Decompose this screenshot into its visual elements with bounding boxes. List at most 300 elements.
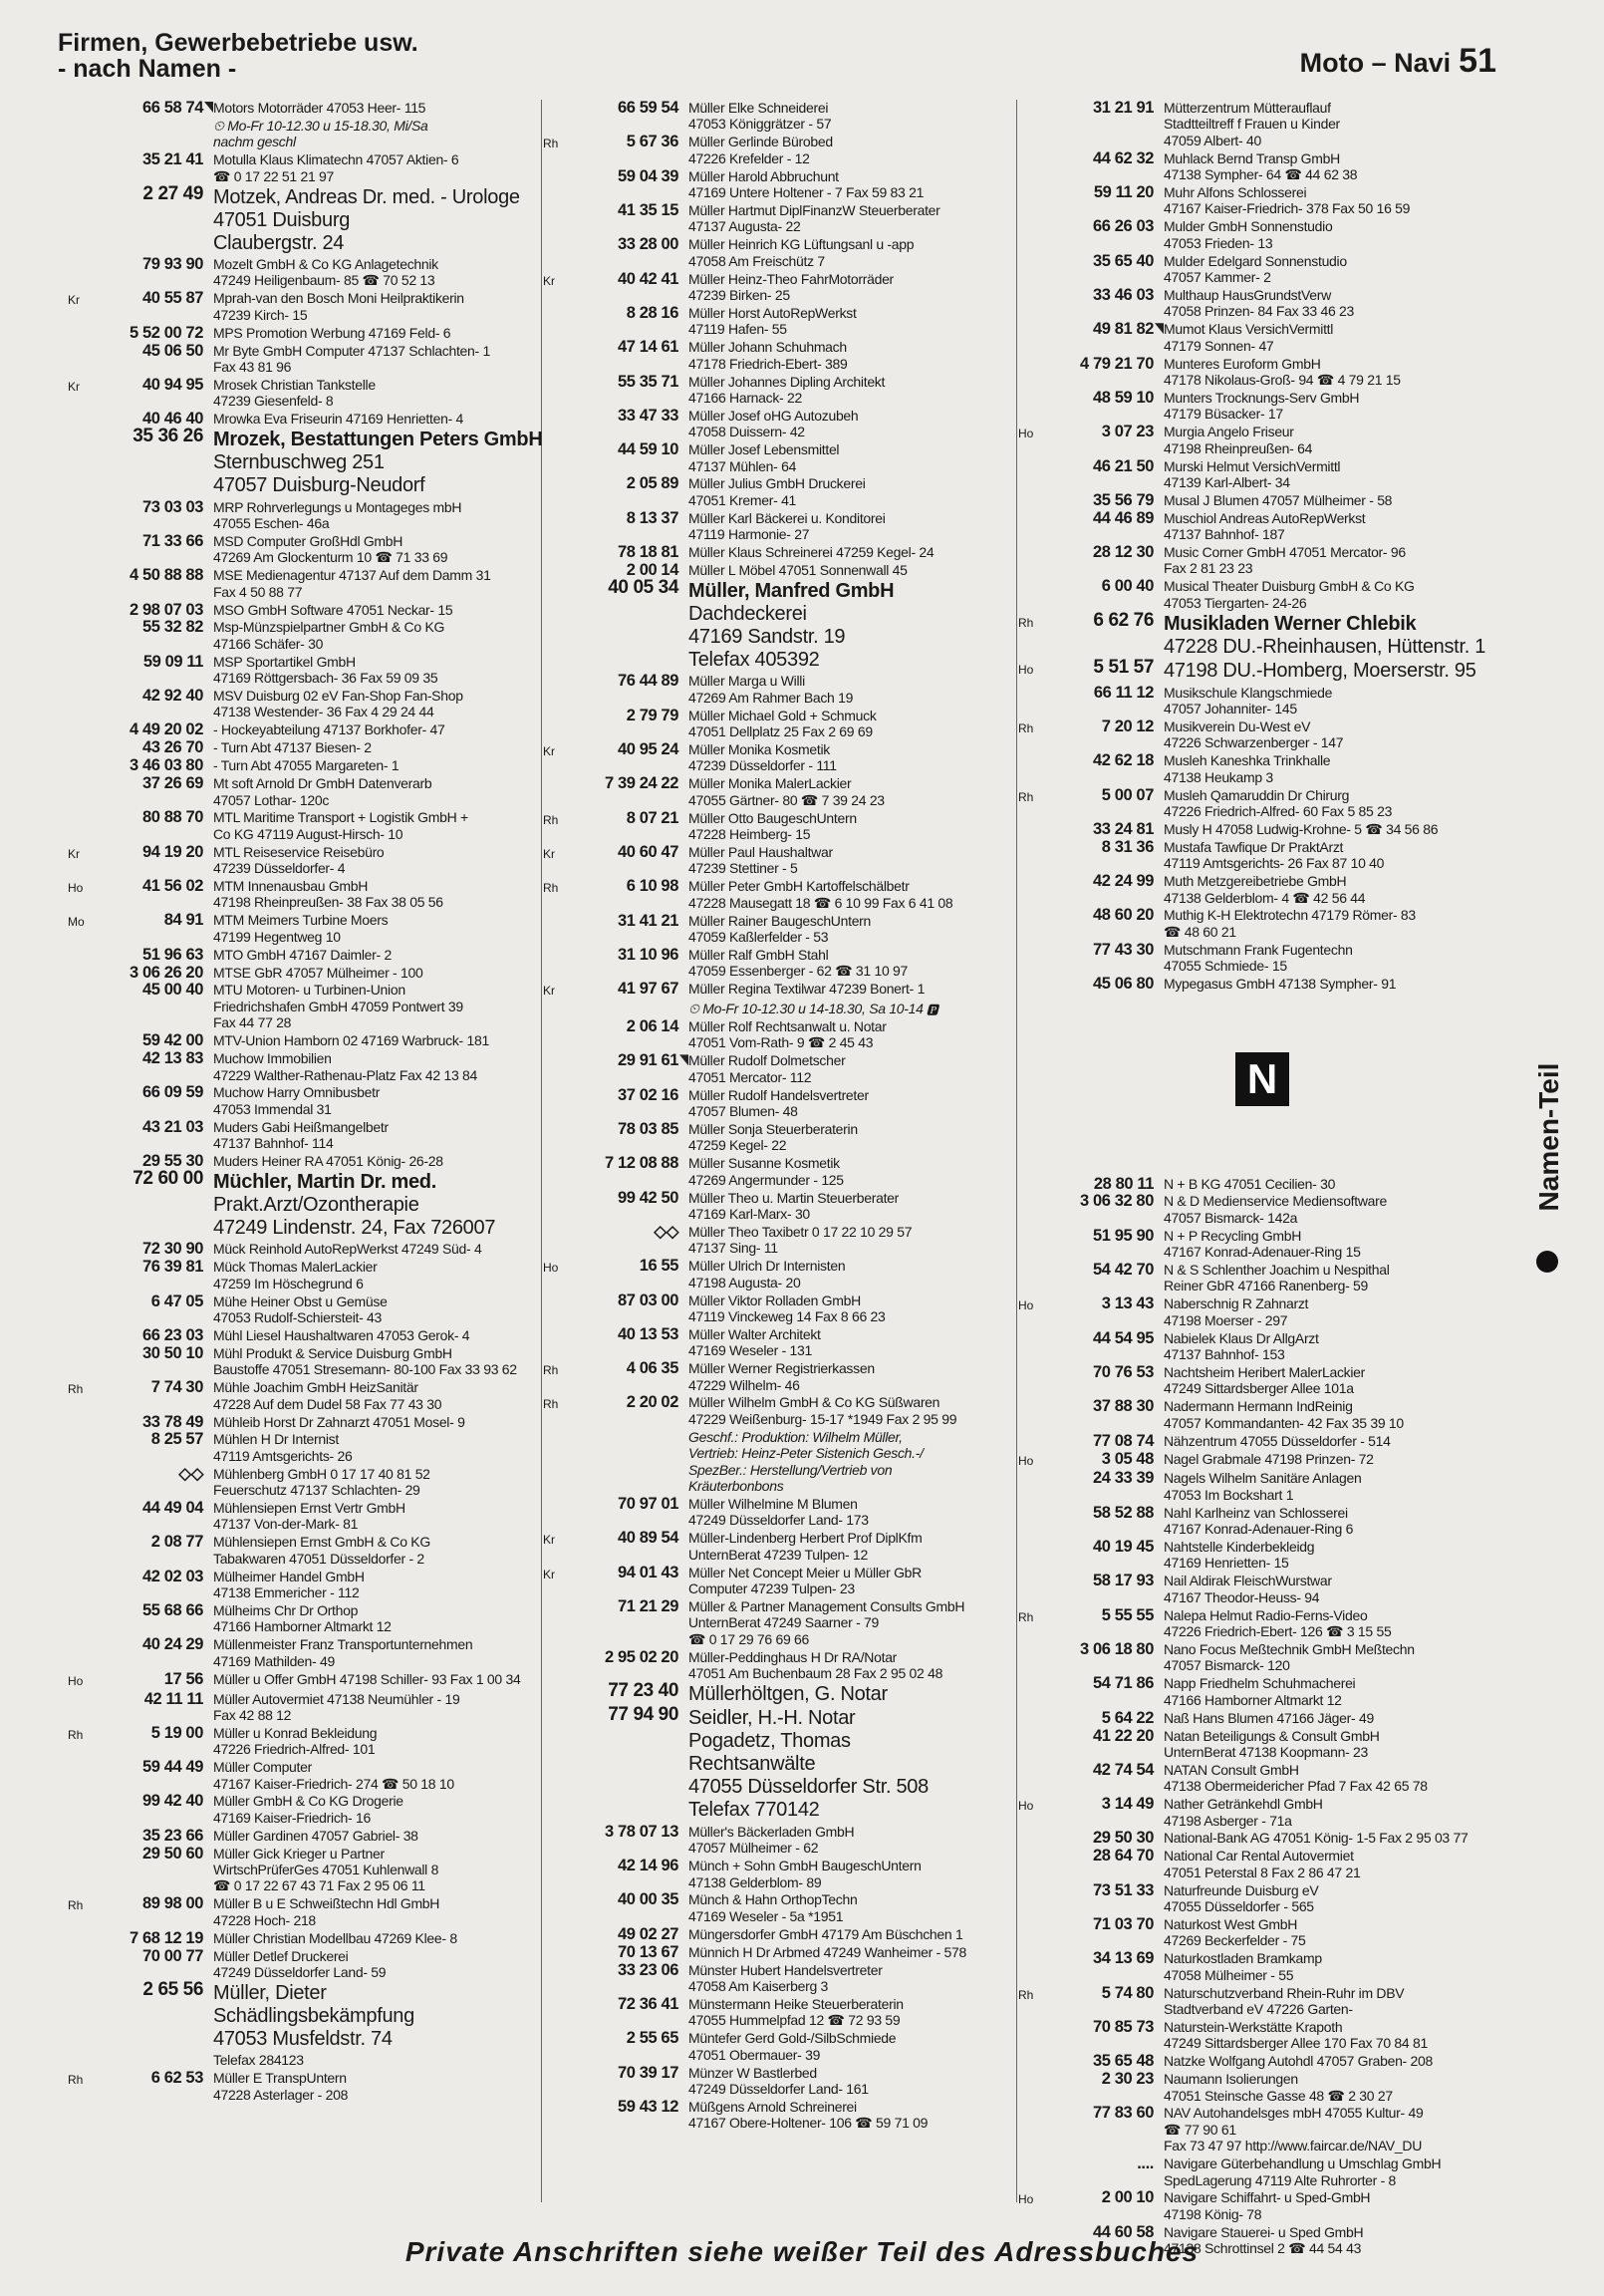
listing-entry [68, 1500, 556, 1533]
phone-number: 70 00 77 [141, 1946, 203, 1965]
phone-number: 78 18 81 [617, 543, 678, 562]
listing-text [688, 1018, 1031, 1051]
district-prefix [543, 1649, 571, 1651]
listing-line: Müller Josef oHG Autozubeh [688, 407, 859, 424]
phone-number: 4 49 20 02 [130, 720, 203, 739]
listing-line: Müller Monika MalerLackier [688, 775, 852, 792]
listing-text [688, 1326, 1031, 1359]
district-prefix [68, 1759, 96, 1761]
listing-line: Tabakwaren 47051 Düsseldorfer - 2 [213, 1550, 424, 1567]
listing-text [213, 1414, 556, 1430]
listing-line: ☎ 0 17 29 76 69 66 [688, 1630, 810, 1647]
listing-text [1164, 1950, 1506, 1983]
listing-line: Telefax 770142 [688, 1799, 820, 1822]
listing-line: Friedrichshafen GmbH 47059 Pontwert 39 [213, 998, 463, 1014]
phone-number: 41 97 67 [617, 980, 678, 999]
listing-line: Müller Computer [213, 1759, 312, 1776]
district-prefix [1018, 1470, 1046, 1472]
listing-line: 47057 Kammer- 2 [1164, 269, 1271, 286]
district-prefix: Ho [68, 1673, 84, 1688]
listing-text [688, 1052, 1031, 1085]
phone-number: 73 03 03 [141, 497, 203, 516]
phone-number: 42 14 96 [617, 1857, 678, 1875]
listing-text [213, 1691, 556, 1724]
listing-line: Fax 42 88 12 [213, 1706, 292, 1723]
listing-text [688, 1394, 1031, 1427]
district-prefix [68, 1569, 96, 1571]
district-prefix: Kr [68, 846, 80, 861]
district-prefix: Kr [543, 984, 555, 999]
listing-line: Müller Rudolf Handelsvertreter [688, 1086, 869, 1103]
listing-line: 47198 Rheinpreußen- 38 Fax 38 05 56 [213, 894, 443, 911]
listing-entry [1018, 976, 1506, 992]
listing-text [213, 965, 556, 981]
listing-text [1164, 1848, 1506, 1880]
district-prefix: Rh [1018, 1609, 1034, 1624]
listing-line: Naturkostladen Bramkamp [1164, 1950, 1322, 1967]
phone-number: 77 08 74 [1092, 1431, 1154, 1450]
listing-line: Sternbuschweg 251 [213, 451, 385, 474]
phone-number: 3 05 48 [1101, 1449, 1154, 1468]
listing-line: Fax 73 47 97 http://www.faircar.de/NAV_DU [1164, 2138, 1423, 2154]
phone-number: 59 04 39 [617, 166, 678, 185]
phone-number: 40 24 29 [141, 1635, 203, 1654]
listing-text [688, 2065, 1031, 2098]
phone-number: 2 00 14 [626, 560, 678, 579]
listing-line: 47169 Weseler - 131 [688, 1342, 813, 1359]
listing-line: UnternBerat 47239 Tulpen- 12 [688, 1546, 868, 1563]
listing-line: Mülheims Chr Dr Orthop [213, 1601, 359, 1618]
listing-entry [1018, 2105, 1506, 2153]
listing-text [688, 1565, 1031, 1597]
listing-text [688, 913, 1031, 946]
listing-entry [68, 1725, 556, 1758]
phone-number: 31 41 21 [617, 911, 678, 930]
listing-entry [543, 708, 1031, 740]
phone-number: 37 88 30 [1092, 1397, 1154, 1416]
listing-line: Müller Gerlinde Bürobed [688, 134, 833, 150]
phone-number: 2 05 89 [626, 474, 678, 493]
listing-text [213, 1241, 556, 1257]
listing-line: Münster Hubert Handelsvertreter [688, 1961, 883, 1978]
listing-text [213, 757, 556, 773]
listing-line: Nahl Karlheinz van Schlosserei [1164, 1504, 1348, 1521]
phone-number: 3 06 26 20 [130, 963, 203, 982]
listing-entry [68, 1759, 556, 1792]
listing-line: Mulder Edelgard Sonnenstudio [1164, 252, 1347, 269]
phone-number: 79 93 90 [141, 255, 203, 274]
phone-number: 4 79 21 70 [1080, 354, 1154, 373]
listing-name: Müller, Manfred GmbH [688, 579, 895, 602]
district-prefix [1018, 287, 1046, 289]
listing-entry [543, 1530, 1031, 1563]
district-prefix: Rh [1018, 615, 1034, 630]
district-prefix [543, 510, 571, 512]
district-prefix [68, 118, 96, 120]
listing-text [213, 429, 556, 497]
listing-entry [543, 913, 1031, 946]
listing-entry [543, 1858, 1031, 1890]
listing-text [213, 1534, 556, 1567]
listing-entry [68, 1241, 556, 1257]
listing-entry [1018, 578, 1506, 611]
phone-number: 55 32 82 [141, 618, 203, 637]
district-prefix [1018, 1848, 1046, 1850]
listing-line: Nabielek Klaus Dr AllgArzt [1164, 1329, 1319, 1346]
phone-number: 70 97 01 [617, 1494, 678, 1513]
phone-number: 59 11 20 [1093, 183, 1154, 202]
listing-line: Müllerhöltgen, G. Notar [688, 1682, 888, 1705]
listing-line: 47058 Am Kaiserberg 3 [688, 1978, 829, 1994]
listing-text [688, 1429, 1031, 1495]
listing-entry [68, 499, 556, 532]
listing-text [213, 1084, 556, 1117]
listing-line: Munteres Euroform GmbH [1164, 355, 1321, 372]
district-prefix [543, 1707, 571, 1709]
listing-entry [68, 343, 556, 376]
listing-line: Münstermann Heike Steuerberaterin [688, 1995, 904, 2012]
listing-line: Müller Karl Bäckerei u. Konditorei [688, 509, 886, 526]
listing-text [213, 1379, 556, 1412]
listing-text [1164, 1728, 1506, 1761]
listing-entry [543, 981, 1031, 999]
listing-entry [68, 1978, 556, 2051]
phone-number: 77 23 40 [608, 1679, 678, 1701]
phone-number: 66 59 54 [617, 99, 678, 117]
listing-text [213, 1327, 556, 1343]
listing-line: 47226 Friedrich-Alfred- 101 [213, 1741, 376, 1758]
listing-line: MTU Motoren- u Turbinen-Union [213, 982, 405, 999]
phone-number: 72 60 00 [133, 1167, 203, 1189]
district-prefix [68, 1241, 96, 1243]
phone-number: 66 11 12 [1093, 683, 1154, 702]
district-prefix: Mo [68, 915, 85, 930]
listing-entry [1018, 1539, 1506, 1572]
phone-number: 99 42 40 [141, 1792, 203, 1811]
listing-entry [543, 339, 1031, 372]
listing-line: Müngersdorfer GmbH 47179 Am Büschchen 1 [688, 1925, 963, 1942]
listing-entry [68, 1636, 556, 1669]
district-prefix [68, 619, 96, 621]
listing-line: Müllenmeister Franz Transportunternehmen [213, 1636, 473, 1653]
district-prefix [543, 202, 571, 204]
listing-entry [68, 965, 556, 981]
district-prefix [543, 775, 571, 777]
district-prefix [1018, 578, 1046, 580]
listing-line: Mulder GmbH Sonnenstudio [1164, 218, 1333, 235]
district-prefix [543, 1190, 571, 1192]
listing-entry [68, 100, 556, 116]
phone-number: 40 42 41 [617, 269, 678, 288]
phone-number: 80 88 70 [141, 808, 203, 827]
listing-line: Rechtsanwälte [688, 1753, 816, 1776]
district-prefix [1018, 2019, 1046, 2021]
district-prefix [68, 688, 96, 690]
district-prefix [68, 654, 96, 656]
phone-number: 77 83 60 [1092, 2104, 1154, 2123]
listing-text [1164, 1539, 1506, 1572]
listing-line: 47226 Friedrich-Alfred- 60 Fax 5 85 23 [1164, 803, 1393, 820]
listing-line: 47057 Blumen- 48 [688, 1103, 798, 1120]
listing-entry [68, 377, 556, 410]
listing-entry [1018, 218, 1506, 251]
district-prefix [68, 499, 96, 501]
listing-entry [543, 1155, 1031, 1188]
listing-line: 47138 Obermeidericher Pfad 7 Fax 42 65 78 [1164, 1778, 1428, 1795]
phone-number: 45 00 40 [141, 981, 203, 1000]
district-prefix [543, 1018, 571, 1020]
district-prefix [543, 1224, 571, 1226]
district-prefix [68, 1119, 96, 1121]
listing-entry [68, 602, 556, 618]
listing-line: MTV-Union Hamborn 02 47169 Warbruck- 181 [213, 1032, 489, 1049]
listing-line: 47057 Kommandanten- 42 Fax 35 39 10 [1164, 1414, 1404, 1431]
listing-text [1164, 510, 1506, 543]
listing-line: 47226 Friedrich-Ebert- 126 ☎ 3 15 55 [1164, 1623, 1392, 1640]
district-prefix [68, 947, 96, 949]
listing-line: 47169 Untere Holtener - 7 Fax 59 83 21 [688, 184, 925, 201]
listing-entry [543, 510, 1031, 543]
district-prefix [1018, 1762, 1046, 1764]
phone-number: 46 21 50 [1092, 456, 1154, 475]
phone-number: 35 23 66 [141, 1826, 203, 1845]
listing-entry [1018, 544, 1506, 577]
district-prefix [543, 408, 571, 410]
listing-line: 47051 Dellplatz 25 Fax 2 69 69 [688, 723, 873, 740]
phone-number: 42 24 99 [1092, 872, 1154, 891]
district-prefix [68, 1259, 96, 1261]
listing-line: 47053 Immendal 31 [213, 1100, 332, 1117]
listing-line: ☎ 77 90 61 [1164, 2121, 1236, 2138]
phone-number: 77 94 90 [608, 1704, 678, 1726]
district-prefix [1018, 1228, 1046, 1230]
listing-line: 47229 Wilhelm- 46 [688, 1376, 800, 1393]
header-range: Moto – Navi [1299, 48, 1452, 78]
phone-number: 2 30 23 [1101, 2070, 1154, 2089]
listing-entry [1018, 685, 1506, 718]
phone-number: 94 01 43 [617, 1563, 678, 1581]
listing-text [688, 1707, 1031, 1822]
district-prefix [543, 2099, 571, 2101]
listing-line: Muders Heiner RA 47051 König- 26-28 [213, 1153, 443, 1170]
listing-entry [68, 1948, 556, 1981]
district-prefix [68, 1032, 96, 1034]
listing-line: Mühle Joachim GmbH HeizSanitär [213, 1379, 418, 1396]
listing-text [213, 739, 556, 755]
district-prefix [68, 533, 96, 535]
phone-number: 8 28 16 [626, 303, 678, 322]
listing-line: N + P Recycling GmbH [1164, 1227, 1302, 1244]
listing-entry [1018, 100, 1506, 148]
listing-text [688, 1496, 1031, 1529]
listing-line: 47198 König- 78 [1164, 2205, 1262, 2222]
listing-line: MPS Promotion Werbung 47169 Feld- 6 [213, 324, 451, 341]
listing-text [213, 567, 556, 600]
listing-line: Musikschule Klangschmiede [1164, 684, 1333, 701]
district-prefix [1018, 2053, 1046, 2055]
listing-entry [1018, 492, 1506, 508]
district-prefix [543, 1496, 571, 1498]
phone-number: 8 31 36 [1101, 837, 1154, 856]
phone-number: 45 06 80 [1092, 975, 1154, 994]
district-prefix [543, 1683, 571, 1685]
listing-text [1164, 2071, 1506, 2104]
side-tab [1526, 1026, 1566, 1276]
listing-line: 47166 Harnack- 22 [688, 389, 802, 406]
listing-line: 47178 Friedrich-Ebert- 389 [688, 355, 848, 372]
phone-number: 7 39 24 22 [605, 774, 678, 793]
phone-number: 71 03 70 [1092, 1914, 1154, 1933]
listing-text [1164, 253, 1506, 286]
listing-line: 47229 Walther-Rathenau-Platz Fax 42 13 84 [213, 1066, 478, 1083]
phone-number: 51 95 90 [1092, 1226, 1154, 1245]
listing-line: Geschf.: Produktion: Wilhelm Müller, [688, 1428, 903, 1445]
district-prefix [543, 562, 571, 564]
district-prefix [543, 2065, 571, 2067]
district-prefix [68, 775, 96, 777]
listing-line: Natan Beteiligungs & Consult GmbH [1164, 1727, 1380, 1744]
phone-number: 6 47 05 [150, 1292, 203, 1310]
listing-line: Dachdeckerei [688, 602, 807, 625]
phone-number: 2 00 10 [1101, 2188, 1154, 2207]
listing-entry [543, 1087, 1031, 1120]
listing-line: Mühl Produkt & Service Duisburg GmbH [213, 1344, 452, 1361]
listing-line: MTM Innenausbau GmbH [213, 878, 369, 895]
listing-line: Muchow Immobilien [213, 1050, 332, 1067]
listing-line: 47057 Lothar- 120c [213, 791, 330, 808]
phone-number: 59 42 00 [141, 1031, 203, 1050]
listing-text [213, 1153, 556, 1169]
listing-text [688, 1962, 1031, 1995]
phone-number: 8 07 21 [626, 808, 678, 827]
listing-text [213, 2052, 556, 2068]
listing-line: Vertrieb: Heinz-Peter Sistenich Gesch.-/ [688, 1445, 924, 1462]
listing-entry [68, 947, 556, 963]
listing-text [213, 619, 556, 652]
listing-line: 47169 Mathilden- 49 [213, 1652, 335, 1669]
listing-entry [1018, 321, 1506, 354]
listing-line: Navigare Güterbehandlung u Umschlag GmbH [1164, 2155, 1442, 2172]
phone-number: 35 36 26 [133, 426, 203, 447]
listing-line: N + B KG 47051 Cecilien- 30 [1164, 1175, 1336, 1192]
listing-line: Müller & Partner Management Consults GmbH [688, 1597, 965, 1614]
listing-entry [1018, 907, 1506, 940]
phone-number: 4 06 35 [626, 1359, 678, 1378]
district-prefix [1018, 873, 1046, 875]
listing-entry [68, 1153, 556, 1169]
listing-entry [68, 775, 556, 808]
listing-text [1164, 1573, 1506, 1605]
listing-entry [543, 1679, 1031, 1706]
listing-text [1164, 613, 1506, 659]
listing-line: Mühe Heiner Obst u Gemüse [213, 1292, 388, 1309]
phone-number: 54 71 86 [1092, 1674, 1154, 1693]
phone-number: 5 00 07 [1101, 785, 1154, 804]
phone-number: 41 35 15 [617, 200, 678, 219]
phone-number: 71 21 29 [617, 1596, 678, 1615]
listing-text [1164, 1228, 1506, 1261]
listing-text [1164, 1262, 1506, 1294]
district-prefix [543, 1292, 571, 1294]
district-prefix [543, 1824, 571, 1826]
listing-line: Naturschutzverband Rhein-Ruhr im DBV [1164, 1984, 1405, 2001]
district-prefix [68, 965, 96, 967]
listing-entry [68, 2052, 556, 2068]
listing-text [1164, 718, 1506, 751]
listing-line: - Hockeyabteilung 47137 Borkhofer- 47 [213, 721, 445, 738]
listing-entry [68, 182, 556, 255]
listing-text [213, 1259, 556, 1292]
listing-line: 47228 DU.-Rheinhausen, Hüttenstr. 1 [1164, 635, 1486, 658]
listing-line: 47228 Mausegatt 18 ☎ 6 10 99 Fax 6 41 08 [688, 894, 953, 911]
district-prefix [1018, 1193, 1046, 1195]
listing-line: Navigare Stauerei- u Sped GmbH [1164, 2223, 1364, 2240]
district-prefix [543, 1429, 571, 1431]
listing-entry [68, 1084, 556, 1117]
phone-number: 55 35 71 [617, 372, 678, 391]
listing-text [688, 1360, 1031, 1393]
listing-line: 47119 Amtsgerichts- 26 Fax 87 10 40 [1164, 855, 1385, 872]
listing-text [1164, 578, 1506, 611]
listing-line: Mülheimer Handel GmbH [213, 1568, 365, 1584]
listing-entry [543, 1326, 1031, 1359]
listing-line: ☎ 0 17 22 67 43 71 Fax 2 95 06 11 [213, 1877, 425, 1894]
phone-number: 40 19 45 [1092, 1538, 1154, 1557]
bullet-icon [1536, 1251, 1558, 1273]
district-prefix: Kr [543, 744, 555, 758]
listing-line: Muthig K-H Elektrotechn 47179 Römer- 83 [1164, 907, 1416, 924]
listing-line: Müller Ulrich Dr Internisten [688, 1258, 846, 1275]
listing-line: 47059 Albert- 40 [1164, 132, 1261, 148]
phone-number: 43 26 70 [141, 738, 203, 757]
listing-line: 47051 Peterstal 8 Fax 2 86 47 21 [1164, 1864, 1361, 1880]
phone-number: 3 14 49 [1101, 1795, 1154, 1814]
listing-line: Müller Horst AutoRepWerkst [688, 304, 857, 321]
listing-entry [1018, 873, 1506, 906]
listing-text [213, 411, 556, 427]
listing-line: Müller Ralf GmbH Stahl [688, 946, 829, 963]
district-prefix [68, 1948, 96, 1950]
phone-number: 40 60 47 [617, 842, 678, 861]
listing-text [688, 981, 1031, 997]
phone-number: 43 21 03 [141, 1117, 203, 1136]
column-3 [1018, 100, 1506, 2258]
listing-text [213, 1725, 556, 1758]
listing-text [688, 1858, 1031, 1890]
phone-number: 34 13 69 [1092, 1949, 1154, 1968]
listing-text [688, 271, 1031, 304]
listing-line: 47198 Augusta- 20 [688, 1274, 801, 1291]
listing-entry [543, 576, 1031, 672]
listing-line: Nähzentrum 47055 Düsseldorfer - 514 [1164, 1432, 1391, 1449]
listing-text [213, 256, 556, 289]
listing-line: National-Bank AG 47051 König- 1-5 Fax 2 95 03 77 [1164, 1830, 1469, 1847]
phone-number: 37 26 69 [141, 774, 203, 793]
phone-number: 6 10 98 [626, 877, 678, 896]
phone-number: 40 55 87 [141, 289, 203, 308]
listing-entry [1018, 1950, 1506, 1983]
listing-line: Müller B u E Schweißtechn Hdl GmbH [213, 1895, 440, 1912]
listing-line: Musly H 47058 Ludwig-Krohne- 5 ☎ 34 56 86 [1164, 820, 1439, 837]
phone-number: 33 47 33 [617, 406, 678, 425]
phone-number: 51 96 63 [141, 945, 203, 964]
district-prefix [68, 100, 96, 102]
listing-entry [68, 1050, 556, 1083]
listing-line: MTL Reiseservice Reisebüro [213, 843, 385, 860]
listing-line: SpedLagerung 47119 Alte Ruhrorter - 8 [1164, 2171, 1397, 2188]
listing-line: Nagels Wilhelm Sanitäre Anlagen [1164, 1470, 1362, 1487]
listing-line: Müller Net Concept Meier u Müller GbR [688, 1564, 922, 1580]
